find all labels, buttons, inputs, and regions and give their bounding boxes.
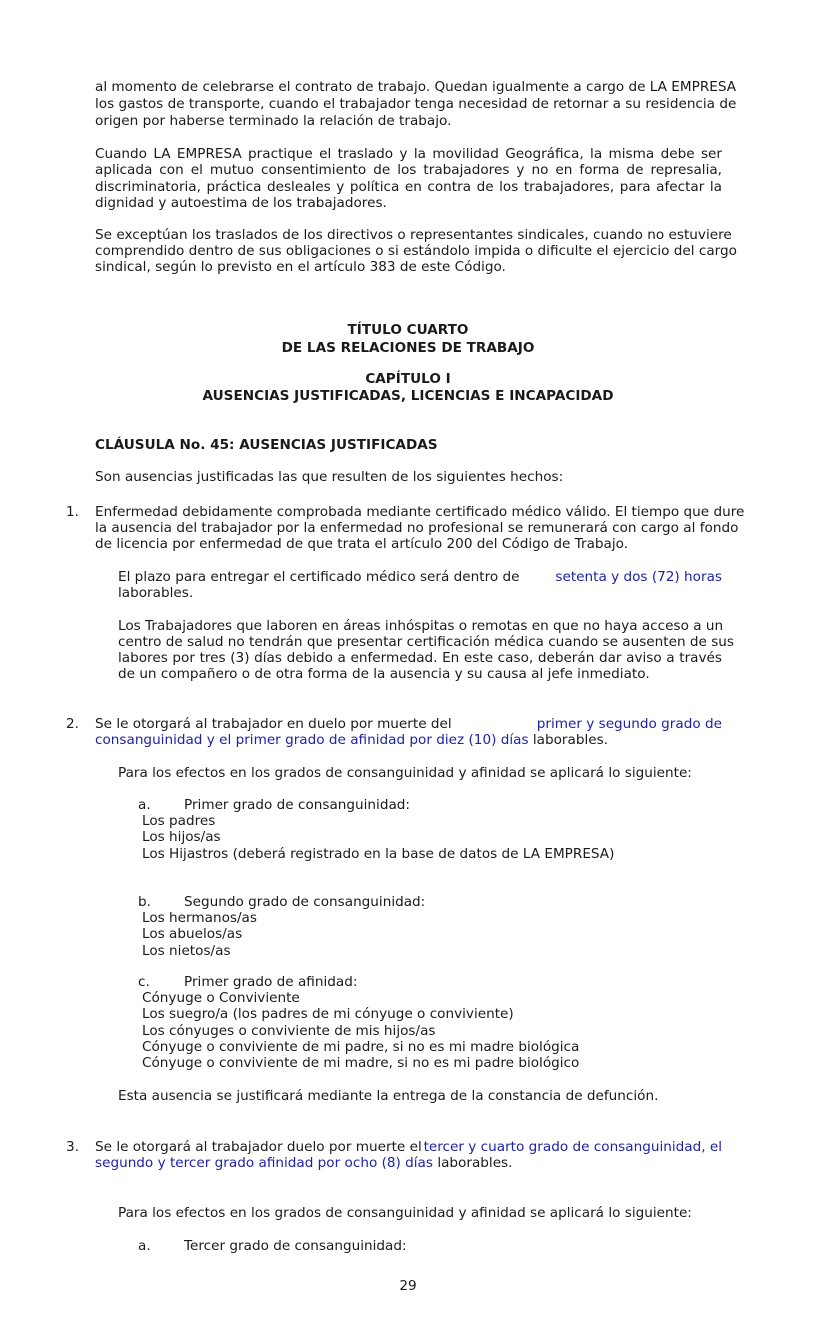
paragraph-line: laborables. <box>118 585 194 601</box>
highlighted-term: consanguinidad y el primer grado de afinidad por diez (10) días <box>95 732 529 748</box>
sub-letter: a. <box>138 797 151 813</box>
paragraph-line: los gastos de transporte, cuando el trabajador tenga necesidad de retornar a su residencia de <box>95 96 737 112</box>
item3-line-2 <box>95 1155 512 1172</box>
list-number: 3. <box>66 1139 79 1155</box>
item2-line-2 <box>95 732 608 749</box>
paragraph-line: comprendido dentro de sus obligaciones o si estándolo impida o dificulte el ejercicio del cargo <box>95 243 737 259</box>
item2-text: laborables. <box>532 732 609 748</box>
highlighted-term: primer y segundo grado de <box>536 716 722 732</box>
paragraph-line: Para los efectos en los grados de consanguinidad y afinidad se aplicará lo siguiente: <box>118 1205 692 1221</box>
sub-letter: b. <box>138 894 151 910</box>
list-item: Los hermanos/as <box>142 910 257 926</box>
paragraph-line: de un compañero o de otra forma de la ausencia y su causa al jefe inmediato. <box>118 666 650 682</box>
plazo-line <box>118 569 722 586</box>
paragraph-line: sindical, según lo previsto en el artículo 383 de este Código. <box>95 259 506 275</box>
title-heading: TÍTULO CUARTO <box>347 322 469 338</box>
list-number: 1. <box>66 504 79 520</box>
sub-letter: c. <box>138 974 150 990</box>
paragraph-line: Se exceptúan los traslados de los directivos o representantes sindicales, cuando no estuviere <box>95 227 732 243</box>
paragraph-line: Cuando LA EMPRESA practique el traslado y la movilidad Geográfica, la misma debe ser <box>95 146 722 162</box>
paragraph-line: la ausencia del trabajador por la enfermedad no profesional se remunerará con cargo al fondo <box>95 520 739 536</box>
highlighted-term: setenta y dos (72) horas <box>555 569 722 585</box>
clause-heading: CLÁUSULA No. 45: AUSENCIAS JUSTIFICADAS <box>95 437 438 453</box>
paragraph-line: de licencia por enfermedad de que trata el artículo 200 del Código de Trabajo. <box>95 536 629 552</box>
sub-title: Tercer grado de consanguinidad: <box>184 1238 407 1254</box>
list-number: 2. <box>66 716 79 732</box>
chapter-heading: CAPÍTULO I <box>365 371 451 387</box>
item3-line-1 <box>95 1139 722 1156</box>
item3-text: Se le otorgará al trabajador duelo por muerte el <box>95 1139 422 1155</box>
list-item: Los Hijastros (deberá registrado en la base de datos de LA EMPRESA) <box>142 846 615 862</box>
lead-text: Son ausencias justificadas las que resulten de los siguientes hechos: <box>95 469 564 485</box>
item2-line-1 <box>95 716 722 733</box>
item2-text: Se le otorgará al trabajador en duelo por muerte del <box>95 716 452 732</box>
paragraph-line: origen por haberse terminado la relación de trabajo. <box>95 113 452 129</box>
paragraph-line: discriminatoria, práctica desleales y política en contra de los trabajadores, para afectar la <box>95 179 722 195</box>
sub-letter: a. <box>138 1238 151 1254</box>
list-item: Los abuelos/as <box>142 926 243 942</box>
sub-title: Primer grado de consanguinidad: <box>184 797 410 813</box>
list-item: Los suegro/a (los padres de mi cónyuge o conviviente) <box>142 1006 514 1022</box>
paragraph-line: aplicada con el mutuo consentimiento de los trabajadores y no en forma de represalia, <box>95 162 722 178</box>
list-item: Los cónyuges o conviviente de mis hijos/as <box>142 1023 436 1039</box>
sub-title: Primer grado de afinidad: <box>184 974 358 990</box>
paragraph-line: al momento de celebrarse el contrato de trabajo. Quedan igualmente a cargo de LA EMPRESA <box>95 79 737 95</box>
title-subheading: DE LAS RELACIONES DE TRABAJO <box>281 340 535 356</box>
list-item: Cónyuge o conviviente de mi madre, si no es mi padre biológico <box>142 1055 580 1071</box>
list-item: Los nietos/as <box>142 943 231 959</box>
paragraph-line: Esta ausencia se justificará mediante la entrega de la constancia de defunción. <box>118 1088 659 1104</box>
paragraph-line: Los Trabajadores que laboren en áreas inhóspitas o remotas en que no haya acceso a un <box>118 618 724 634</box>
sub-title: Segundo grado de consanguinidad: <box>184 894 426 910</box>
paragraph-line: Enfermedad debidamente comprobada mediante certificado médico válido. El tiempo que dure <box>95 504 745 520</box>
list-item: Los padres <box>142 813 216 829</box>
chapter-subheading: AUSENCIAS JUSTIFICADAS, LICENCIAS E INCAPACIDAD <box>202 388 614 404</box>
paragraph-line: centro de salud no tendrán que presentar certificación médica cuando se ausenten de sus <box>118 634 735 650</box>
list-item: Cónyuge o Conviviente <box>142 990 300 1006</box>
page-number: 29 <box>399 1278 417 1294</box>
paragraph-line: labores por tres (3) días debido a enfermedad. En este caso, deberán dar aviso a través <box>118 650 722 666</box>
list-item: Cónyuge o conviviente de mi padre, si no es mi madre biológica <box>142 1039 580 1055</box>
item3-text: laborables. <box>437 1155 513 1171</box>
plazo-text: El plazo para entregar el certificado médico será dentro de <box>118 569 520 585</box>
paragraph-line: dignidad y autoestima de los trabajadores. <box>95 195 387 211</box>
highlighted-term: segundo y tercer grado afinidad por ocho (8) días <box>95 1155 433 1171</box>
paragraph-line: Para los efectos en los grados de consanguinidad y afinidad se aplicará lo siguiente: <box>118 765 692 781</box>
highlighted-term: tercer y cuarto grado de consanguinidad, el <box>423 1139 722 1155</box>
list-item: Los hijos/as <box>142 829 221 845</box>
